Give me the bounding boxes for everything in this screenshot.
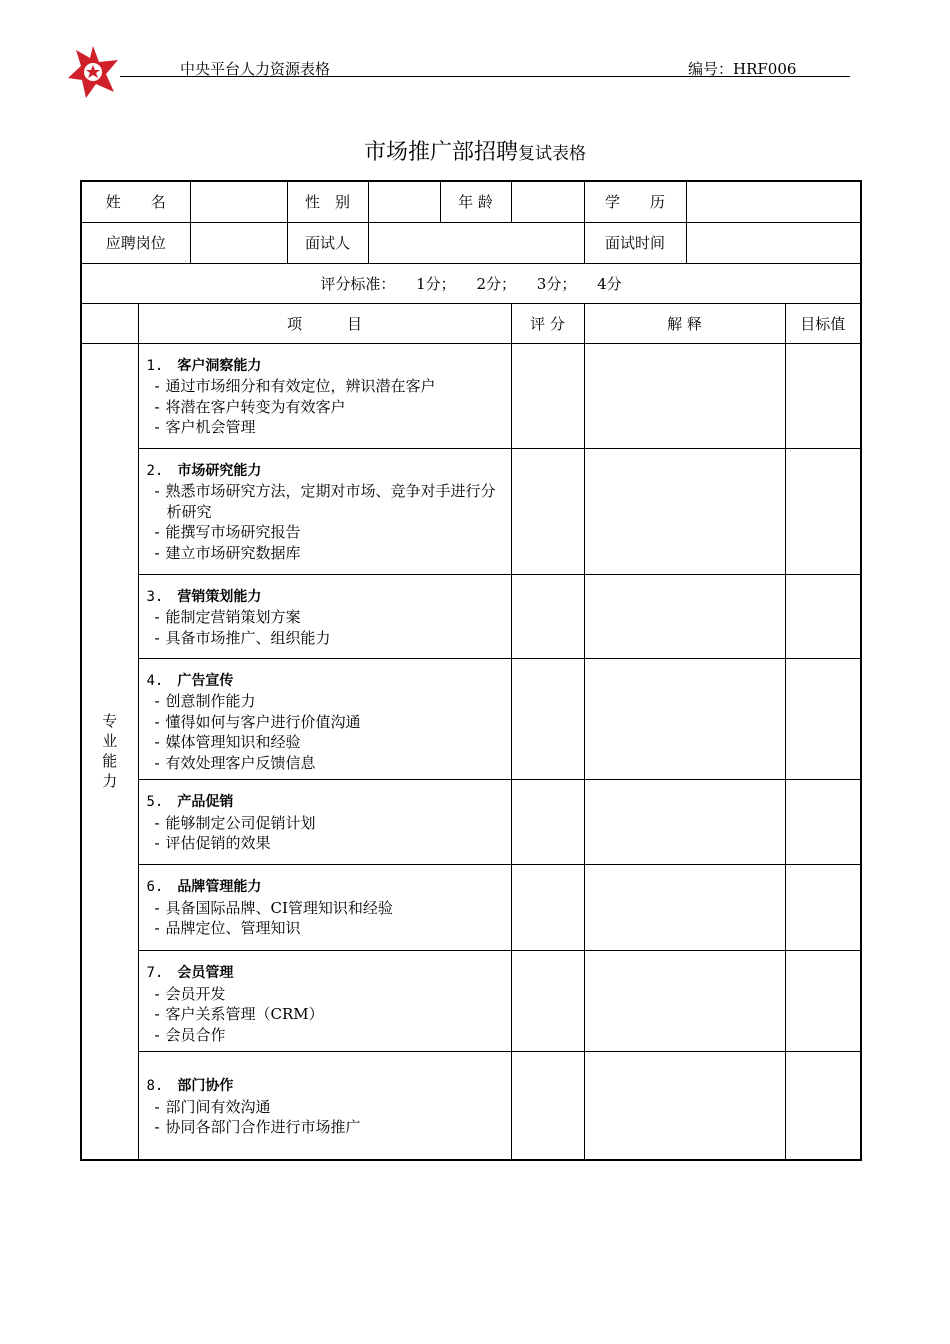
item-title: 8. 部门协作: [146, 1078, 234, 1094]
item-description: [138, 448, 511, 574]
score-cell[interactable]: [511, 574, 584, 658]
item-title: 2. 市场研究能力: [146, 462, 262, 479]
list-item: - 客户关系管理（CRM）: [152, 1005, 324, 1023]
explain-cell[interactable]: [584, 658, 785, 780]
page-title: [0, 138, 950, 169]
list-item: - 具备市场推广、组织能力: [152, 628, 331, 647]
title-main: 市场推广部招聘: [363, 140, 518, 165]
scale-value: 4分: [597, 274, 622, 293]
target-cell[interactable]: [785, 951, 861, 1052]
header-rule: [120, 76, 850, 77]
target-cell[interactable]: [785, 780, 861, 865]
age-field[interactable]: [511, 181, 584, 222]
list-item: - 会员开发: [152, 984, 226, 1003]
explain-cell[interactable]: [584, 343, 785, 448]
list-item: - 通过市场细分和有效定位，辨识潜在客户: [152, 377, 436, 395]
table-row: [81, 865, 861, 951]
education-field[interactable]: [686, 181, 861, 222]
scale-label: 评分标准：: [320, 274, 396, 293]
list-item: - 熟悉市场研究方法，定期对市场、竞争对手进行分析研究: [152, 482, 496, 521]
table-row: [81, 448, 861, 574]
interview-form-table: [80, 180, 862, 1161]
list-item: - 建立市场研究数据库: [152, 543, 301, 562]
explain-cell[interactable]: [584, 1052, 785, 1160]
item-description: [138, 343, 511, 448]
list-item: - 品牌定位、管理知识: [152, 919, 301, 937]
item-title: 6. 品牌管理能力: [146, 879, 262, 895]
list-item: - 能撰写市场研究报告: [152, 523, 301, 541]
list-item: - 具备国际品牌、CI管理知识和经验: [152, 898, 393, 917]
table-row: [81, 343, 861, 448]
header-org-name: 中央平台人力资源表格: [180, 60, 331, 78]
header-form-code: 编号：HRF006: [688, 60, 797, 78]
basic-info-row-2: [81, 222, 861, 263]
list-item: - 懂得如何与客户进行价值沟通: [152, 712, 361, 731]
item-description: [138, 574, 511, 658]
list-item: - 将潜在客户转变为有效客户: [152, 397, 346, 416]
interview-time-field[interactable]: [686, 222, 861, 263]
scale-value: 2分；: [476, 274, 517, 293]
scoring-scale: [81, 263, 861, 303]
list-item: - 媒体管理知识和经验: [152, 733, 301, 751]
scoring-scale-row: [81, 263, 861, 303]
explain-cell[interactable]: [584, 574, 785, 658]
score-cell[interactable]: [511, 658, 584, 780]
list-item: - 部门间有效沟通: [152, 1097, 271, 1116]
score-cell[interactable]: [511, 1052, 584, 1160]
target-cell[interactable]: [785, 865, 861, 951]
scale-value: 1分；: [416, 274, 456, 293]
target-cell[interactable]: [785, 343, 861, 448]
gender-field[interactable]: [368, 181, 440, 222]
name-label: 姓 名: [81, 181, 190, 222]
section-label: [81, 343, 138, 1160]
score-cell[interactable]: [511, 343, 584, 448]
interviewer-field[interactable]: [368, 222, 584, 263]
item-description: [138, 658, 511, 780]
score-cell[interactable]: [511, 865, 584, 951]
interviewer-label: 面试人: [287, 222, 368, 263]
position-label: 应聘岗位: [81, 222, 190, 263]
target-cell[interactable]: [785, 574, 861, 658]
target-cell[interactable]: [785, 448, 861, 574]
table-row: [81, 951, 861, 1052]
interview-time-label: 面试时间: [584, 222, 686, 263]
age-label: 年 龄: [440, 181, 511, 222]
name-field[interactable]: [190, 181, 287, 222]
item-description: [138, 1052, 511, 1160]
item-title: 1. 客户洞察能力: [146, 357, 262, 374]
score-cell[interactable]: [511, 448, 584, 574]
explain-cell[interactable]: [584, 780, 785, 865]
basic-info-row-1: [81, 181, 861, 222]
list-item: - 有效处理客户反馈信息: [152, 753, 316, 772]
item-title: 4. 广告宣传: [146, 672, 234, 689]
company-logo: [66, 44, 120, 100]
title-sub: 复试表格: [518, 144, 586, 164]
target-cell[interactable]: [785, 1052, 861, 1160]
list-item: - 会员合作: [152, 1025, 226, 1044]
explain-cell[interactable]: [584, 448, 785, 574]
item-description: [138, 780, 511, 865]
item-title: 3. 营销策划能力: [146, 588, 262, 605]
gender-label: 性 别: [287, 181, 368, 222]
item-title: 7. 会员管理: [146, 965, 234, 981]
score-cell[interactable]: [511, 951, 584, 1052]
table-row: [81, 1052, 861, 1160]
list-item: - 评估促销的效果: [152, 834, 271, 852]
item-description: [138, 865, 511, 951]
table-row: [81, 574, 861, 658]
explain-cell[interactable]: [584, 951, 785, 1052]
position-field[interactable]: [190, 222, 287, 263]
col-header-target: 目标值: [785, 303, 861, 343]
col-header-explain: 解 释: [584, 303, 785, 343]
col-header-score: 评 分: [511, 303, 584, 343]
list-item: - 能制定营销策划方案: [152, 608, 301, 626]
list-item: - 客户机会管理: [152, 418, 256, 436]
list-item: - 能够制定公司促销计划: [152, 813, 316, 832]
table-row: [81, 658, 861, 780]
item-description: [138, 951, 511, 1052]
scale-value: 3分；: [536, 274, 577, 293]
table-row: [81, 780, 861, 865]
list-item: - 协同各部门合作进行市场推广: [152, 1118, 361, 1136]
list-item: - 创意制作能力: [152, 692, 256, 710]
col-header-item: 项 目: [138, 303, 511, 343]
education-label: 学 历: [584, 181, 686, 222]
column-header-row: [81, 303, 861, 343]
explain-cell[interactable]: [584, 865, 785, 951]
score-cell[interactable]: [511, 780, 584, 865]
item-title: 5. 产品促销: [146, 794, 234, 810]
target-cell[interactable]: [785, 658, 861, 780]
section-label-text: 专业能力: [102, 712, 118, 790]
section-header-blank: [81, 303, 138, 343]
